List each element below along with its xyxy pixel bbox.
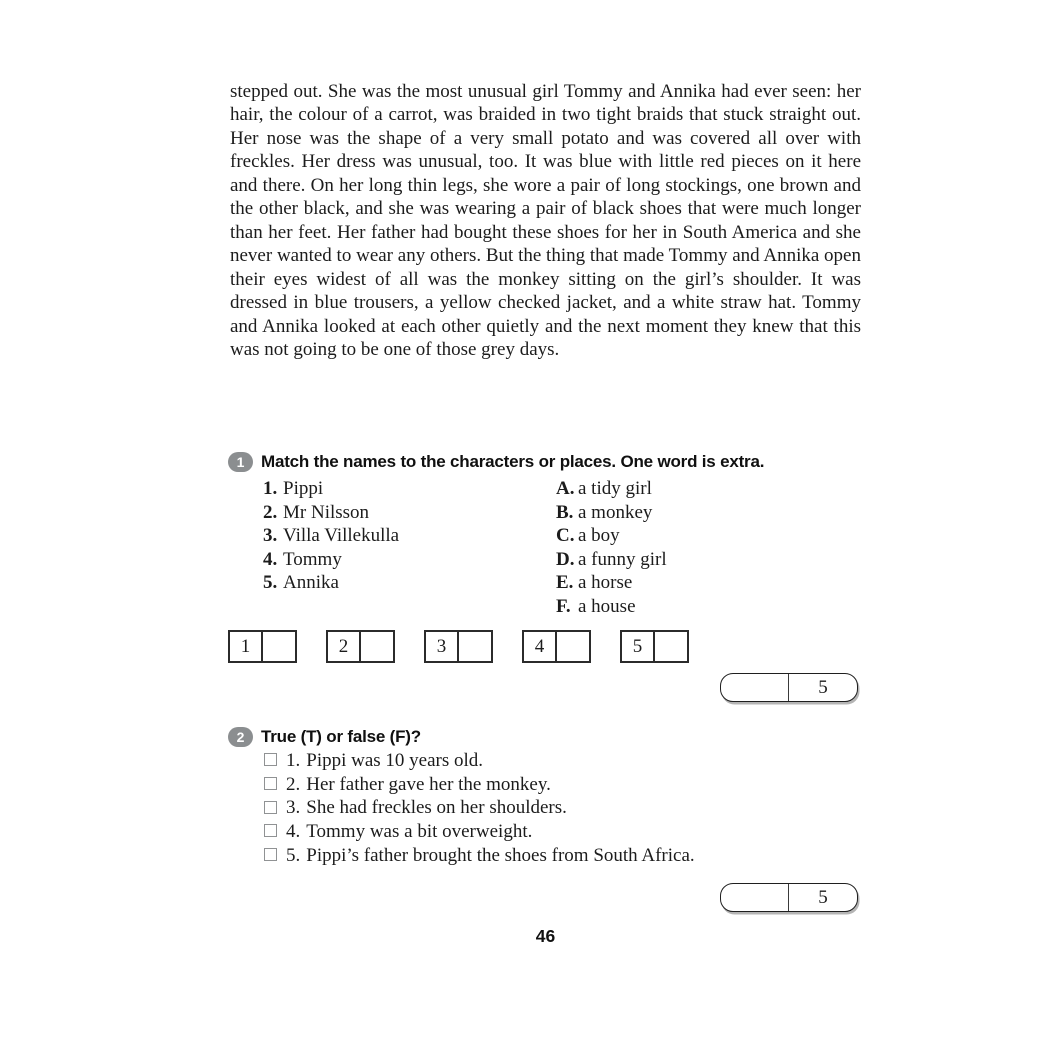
match-option-f-label: a house [578,595,636,617]
exercise-2-score-total: 5 [818,886,828,908]
match-option-c-label: a boy [578,525,620,547]
tf-checkbox-3[interactable] [264,801,277,814]
tf-statement-5 [264,844,695,868]
exercise-1-score-total: 5 [818,676,828,698]
match-option-f-letter: F. [556,595,571,617]
match-option-b-letter: B. [556,501,574,523]
answer-box-4 [522,630,591,663]
match-item-2-number: 2. [263,501,278,523]
match-item-2 [263,501,399,525]
match-item-4 [263,548,399,572]
tf-statement-3 [264,796,695,820]
exercise-2-score-box [720,883,858,912]
match-item-5-label: Annika [283,572,339,594]
answer-box-5-number: 5 [622,632,655,661]
answer-boxes-row [228,630,689,663]
answer-box-5 [620,630,689,663]
tf-statement-3-number: 3. [286,797,301,819]
tf-statement-4 [264,820,695,844]
answer-box-5-input[interactable] [655,632,687,661]
match-left-column [263,477,399,595]
match-option-c-letter: C. [556,525,575,547]
match-item-4-label: Tommy [283,548,342,570]
exercise-2-score-earned-cell[interactable] [721,884,789,911]
match-item-1-label: Pippi [283,478,324,499]
answer-box-4-input[interactable] [557,632,589,661]
tf-checkbox-2[interactable] [264,777,277,790]
answer-box-2-number: 2 [328,632,361,661]
answer-box-3-number: 3 [426,632,459,661]
tf-statement-2 [264,773,695,797]
reading-passage: stepped out. She was the most unusual girl Tommy and Annika had ever seen: her hair, the colour of a carrot, was braided in two tight braids that stuck straight out. Her nose was the shape of a very small potato and was covered all over with freckles. Her dress was unusual, too. It was blue with little red pieces on it here and there. On her long thin legs, she wore a pair of long stockings, one brown and the other black, and she was wearing a pair of black shoes that were much longer than her feet. Her father had bought these shoes for her in South America and she never wanted to wear any others. But the thing that made Tommy and Annika open their eyes widest of all was the monkey sitting on the girl’s shoulder. It was dressed in blue trousers, a yellow checked jacket, and a white straw hat. Tommy and Annika looked at each other quietly and the next moment they knew that this was not going to be one of those grey days. [230,81,861,360]
match-option-e [556,571,667,595]
exercise-1-badge: 1 [228,452,253,472]
answer-box-3 [424,630,493,663]
match-item-1 [263,477,399,501]
match-option-b-label: a monkey [578,501,653,523]
tf-statement-4-text: Tommy was a bit overweight. [306,820,533,842]
tf-checkbox-4[interactable] [264,824,277,837]
exercise-2-badge: 2 [228,727,253,747]
match-item-2-label: Mr Nilsson [283,501,370,523]
exercise-1-score-earned-cell[interactable] [721,674,789,701]
tf-statement-4-number: 4. [286,820,301,842]
tf-statement-2-number: 2. [286,773,301,795]
page-number: 46 [535,926,556,946]
match-option-d-letter: D. [556,548,575,570]
answer-box-2 [326,630,395,663]
match-option-a-letter: A. [556,478,575,499]
match-item-5 [263,571,399,595]
match-item-1-number: 1. [263,478,278,499]
exercise-2-header [228,726,421,747]
match-option-a-label: a tidy girl [578,478,652,499]
exercise-1-score-box [720,673,858,702]
match-option-e-label: a horse [578,572,633,594]
tf-checkbox-5[interactable] [264,848,277,861]
tf-statement-5-number: 5. [286,844,301,866]
tf-statement-2-text: Her father gave her the monkey. [306,773,551,795]
tf-checkbox-1[interactable] [264,753,277,766]
answer-box-1-number: 1 [230,632,263,661]
answer-box-1 [228,630,297,663]
match-option-e-letter: E. [556,572,574,594]
match-option-f [556,595,667,619]
match-option-d [556,548,667,572]
match-option-d-label: a funny girl [578,548,667,570]
match-item-3-number: 3. [263,525,278,547]
tf-statement-5-text: Pippi’s father brought the shoes from South Africa. [306,844,695,866]
exercise-1-header [228,451,764,472]
match-item-5-number: 5. [263,572,278,594]
answer-box-3-input[interactable] [459,632,491,661]
answer-box-2-input[interactable] [361,632,393,661]
match-option-b [556,501,667,525]
match-item-4-number: 4. [263,548,278,570]
match-option-a [556,477,667,501]
tf-statement-3-text: She had freckles on her shoulders. [306,797,567,819]
exercise-1-title: Match the names to the characters or places. One word is extra. [261,451,765,471]
tf-statement-1 [264,749,695,773]
match-right-column [556,477,667,619]
answer-box-4-number: 4 [524,632,557,661]
exercise-2-title: True (T) or false (F)? [261,726,421,746]
match-option-c [556,524,667,548]
match-item-3-label: Villa Villekulla [283,525,400,547]
true-false-list [264,749,695,867]
answer-box-1-input[interactable] [263,632,295,661]
tf-statement-1-number: 1. [286,749,301,771]
tf-statement-1-text: Pippi was 10 years old. [306,749,484,771]
match-item-3 [263,524,399,548]
